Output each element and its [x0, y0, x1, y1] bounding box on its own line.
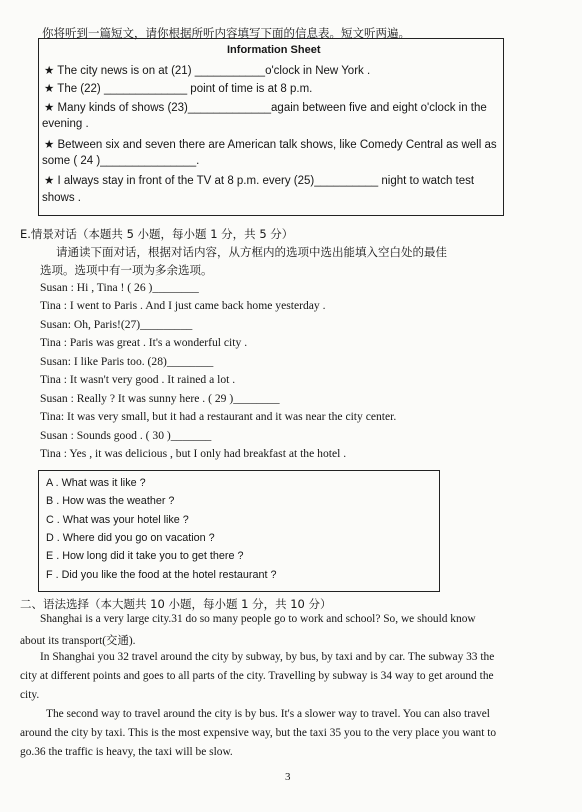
dialogue-line: Susan: Oh, Paris!(27)_________: [40, 318, 193, 331]
grammar-line: around the city by taxi. This is the most expensive way, but the taxi 35 you to the very place you want to: [20, 727, 497, 739]
info-item-22: ★ The (22) _____________ point of time is at 8 p.m.: [44, 83, 313, 95]
info-item-21: ★ The city news is on at (21) ___________o'clock in New York .: [44, 65, 371, 77]
dialogue-line: Susan : Really ? It was sunny here . ( 29 )________: [40, 392, 280, 405]
dialogue-line: Tina : I went to Paris . And I just came back home yesterday .: [40, 299, 326, 312]
section-e-instruction-1: 请通读下面对话，根据对话内容，从方框内的选项中选出能填入空白处的最佳: [56, 245, 447, 259]
option-b: B . How was the weather ?: [46, 495, 175, 507]
grammar-line: city at different points and goes to all parts of the city. Travelling by subway is 34 way to get around the: [20, 670, 494, 682]
grammar-line: about its transport(交通).: [20, 635, 136, 647]
grammar-line: The second way to travel around the city is by bus. It's a slower way to travel. You can also travel: [46, 708, 490, 720]
info-sheet-title: Information Sheet: [227, 44, 321, 56]
info-item-25-cont: shows .: [42, 192, 81, 204]
dialogue-line: Tina : It wasn't very good . It rained a lot .: [40, 373, 236, 386]
section-e-instruction-2: 选项。选项中有一项为多余选项。: [40, 263, 213, 277]
option-d: D . Where did you go on vacation ?: [46, 532, 215, 544]
dialogue-line: Tina: It was very small, but it had a restaurant and it was near the city center.: [40, 410, 397, 423]
info-item-24-cont: some ( 24 )_______________.: [42, 155, 200, 167]
grammar-line: city.: [20, 689, 40, 701]
dialogue-line: Susan : Sounds good . ( 30 )_______: [40, 429, 212, 442]
dialogue-line: Susan : Hi , Tina ! ( 26 )________: [40, 281, 199, 294]
dialogue-line: Tina : Yes , it was delicious , but I only had breakfast at the hotel .: [40, 447, 347, 460]
option-c: C . What was your hotel like ?: [46, 514, 189, 526]
option-a: A . What was it like ?: [46, 477, 146, 489]
page-number: 3: [285, 771, 291, 783]
grammar-heading: 二、语法选择（本大题共 10 小题，每小题 1 分，共 10 分）: [20, 597, 332, 611]
grammar-line: go.36 the traffic is heavy, the taxi will be slow.: [20, 746, 233, 758]
section-e-heading: E.情景对话（本题共 5 小题，每小题 1 分，共 5 分）: [20, 227, 294, 241]
grammar-line: Shanghai is a very large city.31 do so many people go to work and school? So, we should know: [40, 613, 476, 625]
option-e: E . How long did it take you to get there ?: [46, 550, 244, 562]
dialogue-line: Tina : Paris was great . It's a wonderful city .: [40, 336, 248, 349]
dialogue-line: Susan: I like Paris too. (28)________: [40, 355, 214, 368]
grammar-line: In Shanghai you 32 travel around the city by subway, by bus, by taxi and by car. The subway 33 the: [40, 651, 495, 663]
info-item-23: ★ Many kinds of shows (23)_____________again between five and eight o'clock in the: [44, 102, 487, 114]
info-item-23-cont: evening .: [42, 118, 89, 130]
listening-intro: 你将听到一篇短文，请你根据所听内容填写下面的信息表。短文听两遍。: [42, 26, 410, 40]
info-item-24: ★ Between six and seven there are American talk shows, like Comedy Central as well as: [44, 139, 497, 151]
info-item-25: ★ I always stay in front of the TV at 8 p.m. every (25)__________ night to watch test: [44, 175, 475, 187]
option-f: F . Did you like the food at the hotel restaurant ?: [46, 569, 277, 581]
